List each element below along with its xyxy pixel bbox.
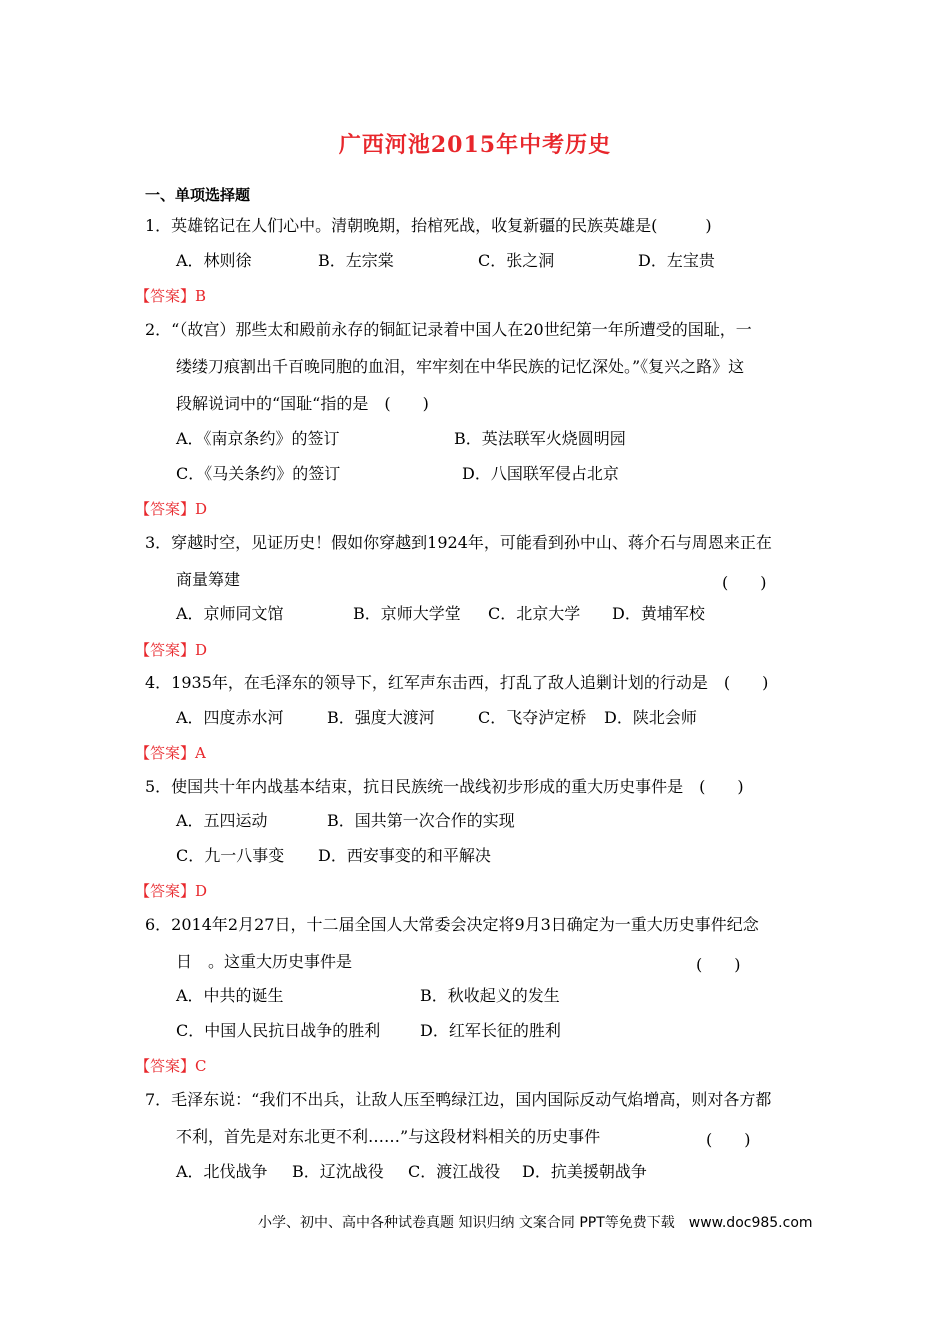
question-5-option-c: C．九一八事变 [176,846,285,865]
question-3-stem-line-1: 3．穿越时空，见证历史！假如你穿越到1924年，可能看到孙中山、蒋介石与周恩来正在 [145,533,772,552]
question-1-option-b: B．左宗棠 [318,251,394,270]
question-5-option-b: B．国共第一次合作的实现 [327,811,515,830]
question-1-option-a: A．林则徐 [176,251,252,270]
question-7-option-a: A．北伐战争 [176,1162,268,1181]
question-1-option-c: C．张之洞 [478,251,555,270]
question-4-answer: 【答案】A [135,744,206,762]
question-4-option-c: C．飞夺泸定桥 [478,708,587,727]
question-5-answer: 【答案】D [135,882,208,900]
question-4-option-d: D．陕北会师 [604,708,697,727]
page-title: 广西河池2015年中考历史 [338,132,612,158]
question-2-stem-line-1: 2．“（故宫）那些太和殿前永存的铜缸记录着中国人在20世纪第一年所遭受的国耻，一 [145,320,752,339]
question-7-option-b: B．辽沈战役 [292,1162,384,1181]
question-5-option-a: A．五四运动 [176,811,268,830]
question-6-option-d: D．红军长征的胜利 [420,1021,561,1040]
question-2-stem-line-2: 缕缕刀痕割出千百晚同胞的血泪，牢牢刻在中华民族的记忆深处。”《复兴之路》这 [176,357,745,376]
question-7-option-c: C．渡江战役 [408,1162,501,1181]
question-4-option-a: A．四度赤水河 [176,708,284,727]
question-1-answer: 【答案】B [135,287,207,305]
question-6-answer-blank: ( ) [696,955,741,974]
question-2-option-b: B．英法联军火烧圆明园 [454,429,626,448]
question-2-stem-line-3: 段解说词中的“国耻“指的是 ( ) [176,394,429,413]
question-3-stem-line-2: 商量筹建 [176,570,241,589]
question-3-option-a: A．京师同文馆 [176,604,284,623]
question-6-option-a: A．中共的诞生 [176,986,284,1005]
question-3-option-d: D．黄埔军校 [612,604,705,623]
question-6-stem-line-2: 日 。这重大历史事件是 [176,952,353,971]
question-2-option-c: C．《马关条约》的签订 [176,464,341,483]
question-6-option-b: B．秋收起义的发生 [420,986,560,1005]
question-7-stem-line-2: 不利，首先是对东北更不利……”与这段材料相关的历史事件 [176,1127,601,1146]
question-6-option-c: C．中国人民抗日战争的胜利 [176,1021,381,1040]
question-3-answer: 【答案】D [135,641,208,659]
question-5-option-d: D．西安事变的和平解决 [318,846,491,865]
question-2-answer: 【答案】D [135,500,208,518]
question-7-answer-blank: ( ) [706,1130,751,1149]
section-heading: 一、单项选择题 [145,186,251,204]
question-4-option-b: B．强度大渡河 [327,708,435,727]
question-7-option-d: D．抗美援朝战争 [522,1162,647,1181]
question-1-option-d: D．左宝贵 [638,251,715,270]
question-4-stem: 4．1935年，在毛泽东的领导下，红军声东击西，打乱了敌人追剿计划的行动是 ( ) [145,673,769,692]
question-7-stem-line-1: 7．毛泽东说：“我们不出兵，让敌人压至鸭绿江边，国内国际反动气焰增高，则对各方都 [145,1090,772,1109]
question-3-option-c: C．北京大学 [488,604,581,623]
question-6-stem-line-1: 6．2014年2月27日，十二届全国人大常委会决定将9月3日确定为一重大历史事件纪念 [145,915,759,934]
question-3-answer-blank: ( ) [722,573,767,592]
question-5-stem: 5．使国共十年内战基本结束，抗日民族统一战线初步形成的重大历史事件是 ( ) [145,777,744,796]
page-footer: 小学、初中、高中各种试卷真题 知识归纳 文案合同 PPT等免费下载 www.doc985.com [258,1215,813,1231]
question-2-option-a: A．《南京条约》的签订 [176,429,340,448]
question-1-stem: 1．英雄铭记在人们心中。清朝晚期，抬棺死战，收复新疆的民族英雄是( ) [145,216,712,235]
question-2-option-d: D．八国联军侵占北京 [462,464,619,483]
question-6-answer: 【答案】C [135,1057,207,1075]
question-3-option-b: B．京师大学堂 [353,604,461,623]
